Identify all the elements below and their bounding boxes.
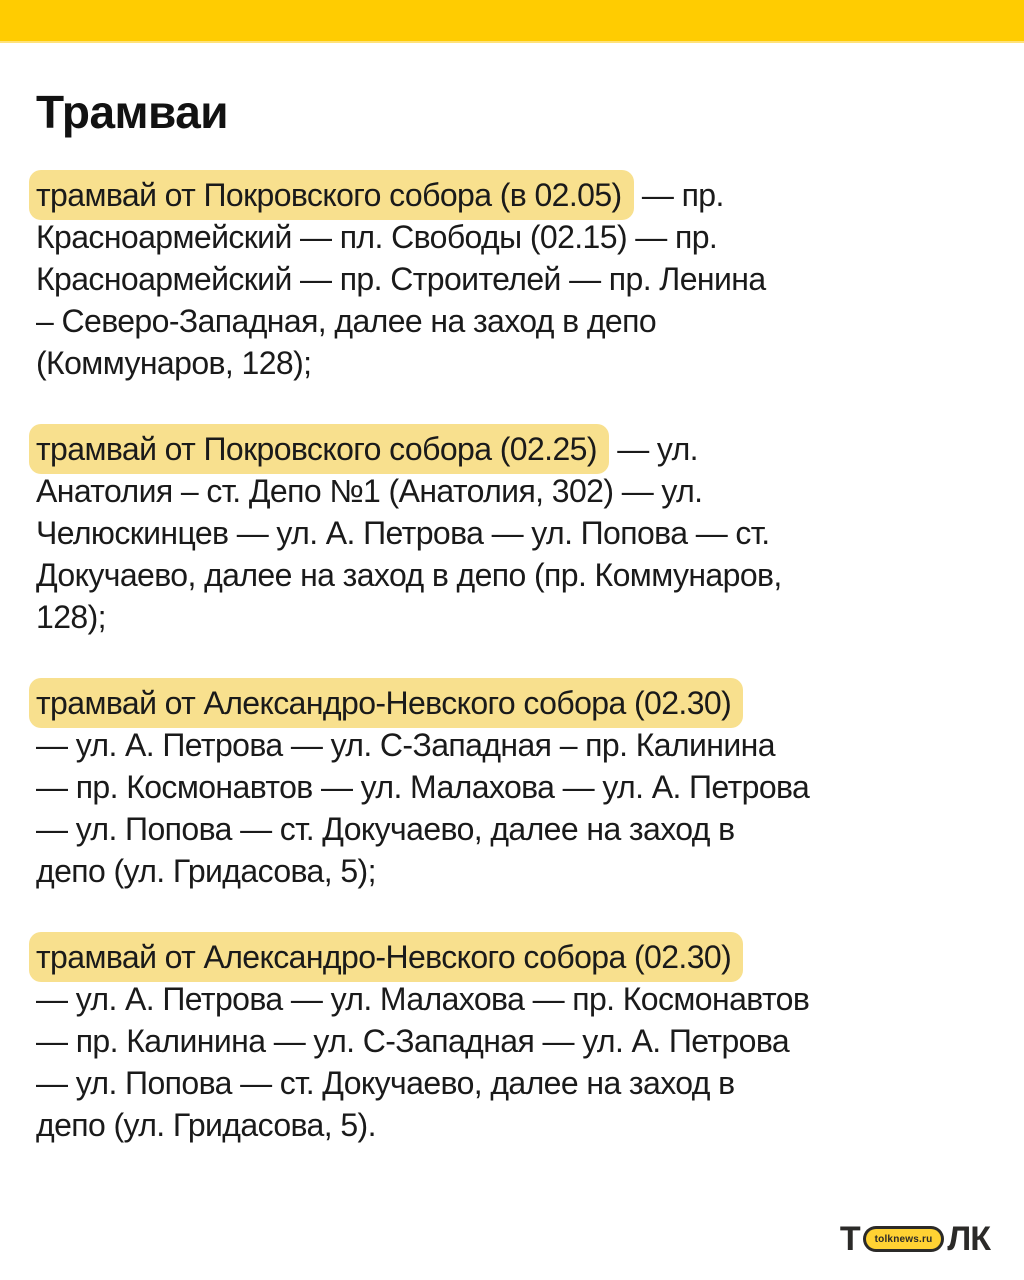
route-3-line-2: — ул. А. Петрова — ул. С-Западная – пр. Калинина (36, 726, 775, 763)
route-paragraph-3 (36, 682, 988, 892)
route-1-line-1-rest: — пр. (633, 176, 724, 213)
route-3-line-1 (36, 682, 988, 724)
route-3-highlight: трамвай от Александро-Невского собора (02.30) (29, 678, 743, 728)
route-2-line-4: Докучаево, далее на заход в депо (пр. Коммунаров, (36, 556, 782, 593)
route-2-line-1-rest: — ул. (608, 430, 698, 467)
route-1-highlight: трамвай от Покровского собора (в 02.05) (29, 170, 634, 220)
tolk-news-logo (840, 1222, 990, 1256)
route-4-line-4: — ул. Попова — ст. Докучаево, далее на заход в (36, 1064, 735, 1101)
route-paragraph-1 (36, 174, 988, 384)
route-2-line-5: 128); (36, 598, 106, 635)
route-1-line-5: (Коммунаров, 128); (36, 344, 312, 381)
route-4-highlight: трамвай от Александро-Невского собора (02.30) (29, 932, 743, 982)
route-2-line-3: Челюскинцев — ул. А. Петрова — ул. Попова — ст. (36, 514, 770, 551)
route-1-line-3: Красноармейский — пр. Строителей — пр. Ленина (36, 260, 766, 297)
route-4-line-2: — ул. А. Петрова — ул. Малахова — пр. Космонавтов (36, 980, 810, 1017)
logo-site-url: tolknews.ru (866, 1229, 942, 1249)
route-4-line-3: — пр. Калинина — ул. С-Западная — ул. А. Петрова (36, 1022, 790, 1059)
route-3-line-5: депо (ул. Гридасова, 5); (36, 852, 376, 889)
route-2-line-1 (36, 428, 988, 470)
route-2-highlight: трамвай от Покровского собора (02.25) (29, 424, 609, 474)
route-paragraph-4 (36, 936, 988, 1146)
route-4-line-5: депо (ул. Гридасова, 5). (36, 1106, 376, 1143)
route-3-line-3: — пр. Космонавтов — ул. Малахова — ул. А. Петрова (36, 768, 810, 805)
logo-letters-lk: ЛК (947, 1220, 990, 1258)
logo-o-pill-icon (863, 1226, 945, 1252)
route-1-line-1 (36, 174, 988, 216)
route-2-line-2: Анатолия – ст. Депо №1 (Анатолия, 302) — ул. (36, 472, 703, 509)
logo-letter-t: Т (839, 1220, 860, 1258)
route-4-line-1 (36, 936, 988, 978)
content-area (0, 87, 1024, 1146)
route-1-line-4: – Северо-Западная, далее на заход в депо (36, 302, 657, 339)
route-1-line-2: Красноармейский — пл. Свободы (02.15) — пр. (36, 218, 718, 255)
top-accent-bar (0, 0, 1024, 43)
page-title: Трамваи (36, 86, 229, 138)
route-3-line-4: — ул. Попова — ст. Докучаево, далее на заход в (36, 810, 735, 847)
route-paragraph-2 (36, 428, 988, 638)
